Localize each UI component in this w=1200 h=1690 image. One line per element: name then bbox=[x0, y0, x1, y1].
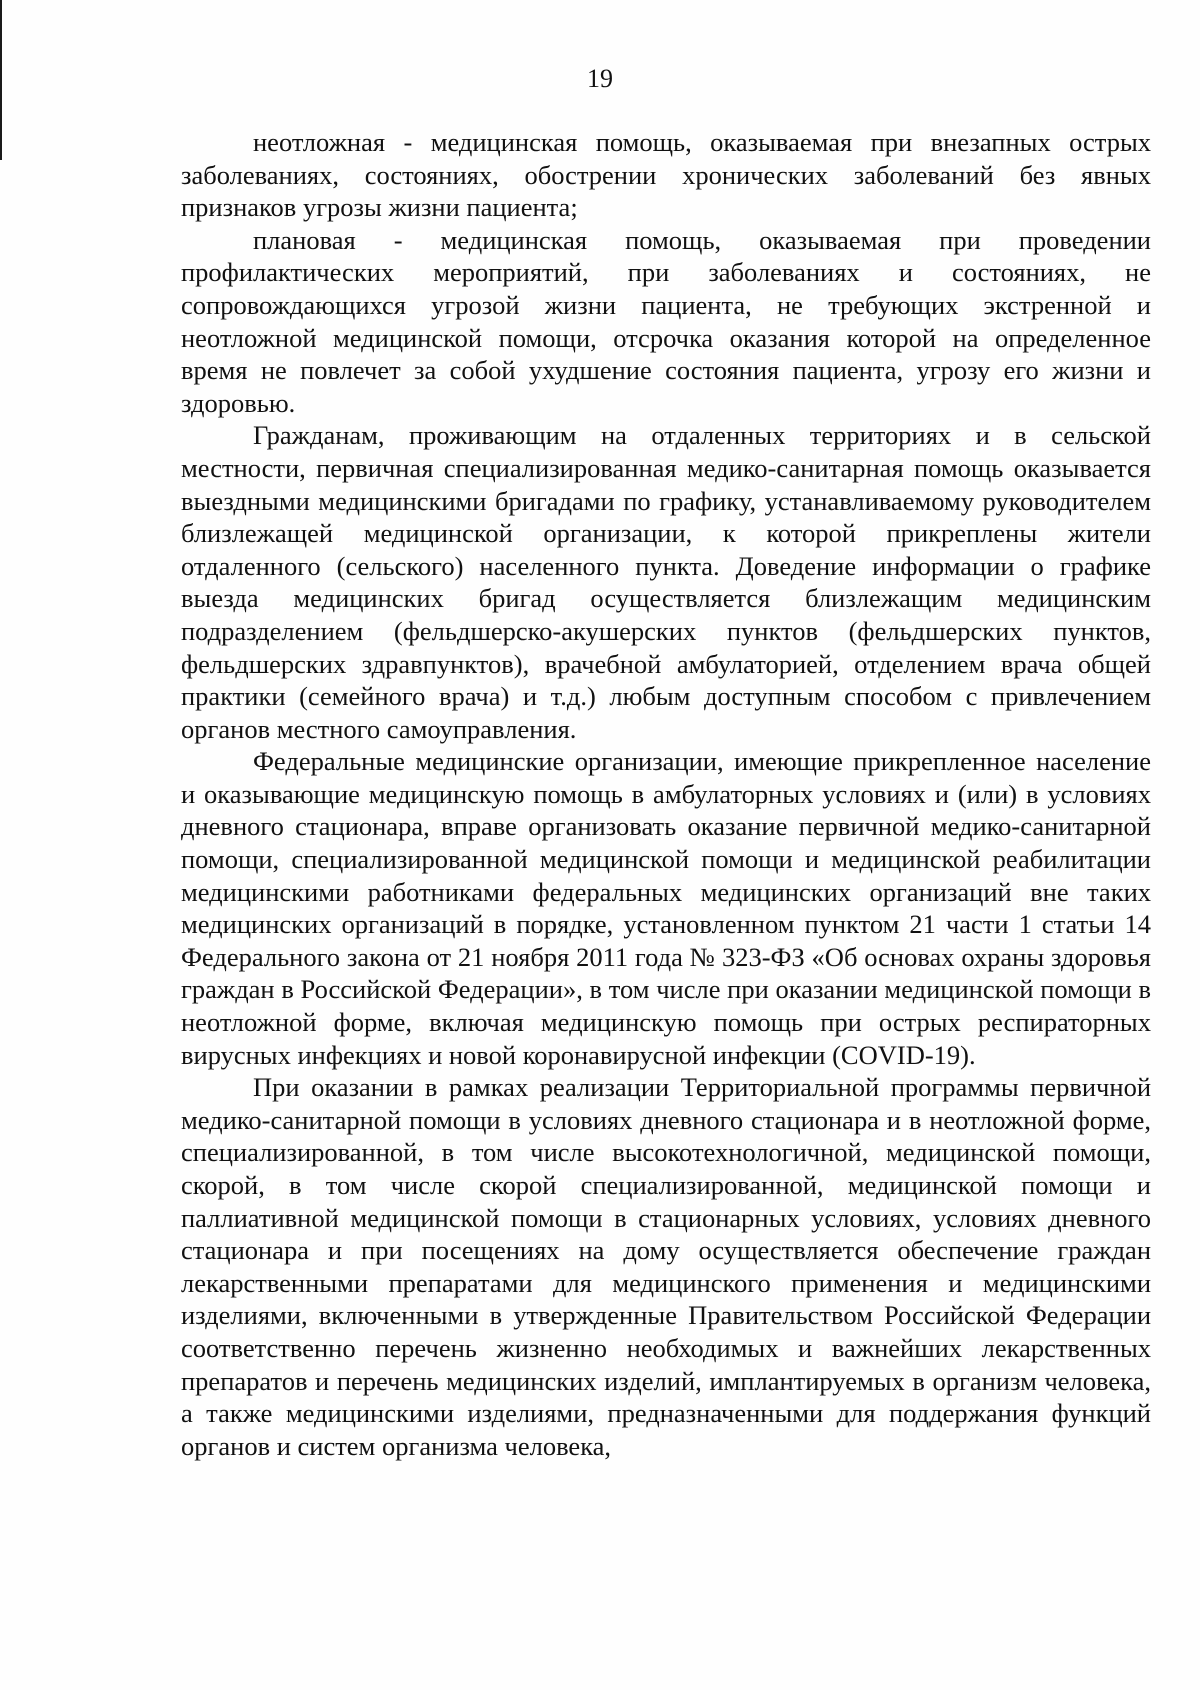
paragraph-federal-organizations: Федеральные медицинские организации, имеющие прикрепленное население и оказывающие медицинскую помощь в амбулаторных условиях и (или) в условиях дневного стационара, вправе организовать оказание первичной медико-санитарной помощи, специализированной медицинской помощи и медицинской реабилитации медицинскими работниками федеральных медицинских организаций вне таких медицинских организаций в порядке, установленном пунктом 21 части 1 статьи 14 Федерального закона от 21 ноября 2011 года № 323-ФЗ «Об основах охраны здоровья граждан в Российской Федерации», в том числе при оказании медицинской помощи в неотложной форме, включая медицинскую помощь при острых респираторных вирусных инфекциях и новой коронавирусной инфекции (COVID-19). bbox=[181, 746, 1151, 1070]
page-number: 19 bbox=[587, 64, 613, 93]
paragraph-urgent-care: неотложная - медицинская помощь, оказываемая при внезапных острых заболеваниях, состояниях, обострении хронических заболеваний без явных признаков угрозы жизни пациента; bbox=[181, 127, 1151, 223]
paragraph-remote-territories: Гражданам, проживающим на отдаленных территориях и в сельской местности, первичная специализированная медико-санитарная помощь оказывается выездными медицинскими бригадами по графику, устанавливаемому руководителем близлежащей медицинской организации, к которой прикреплены жители отдаленного (сельского) населенного пункта. Доведение информации о графике выезда медицинских бригад осуществляется близлежащим медицинским подразделением (фельдшерско-акушерских пунктов (фельдшерских пунктов, фельдшерских здравпунктов), врачебной амбулаторией, отделением врача общей практики (семейного врача) и т.д.) любым доступным способом с привлечением органов местного самоуправления. bbox=[181, 420, 1151, 744]
body-text bbox=[181, 126, 1151, 1462]
paragraph-drug-provision: При оказании в рамках реализации Территориальной программы первичной медико-санитарной помощи в условиях дневного стационара и в неотложной форме, специализированной, в том числе высокотехнологичной, медицинской помощи, скорой, в том числе скорой специализированной, медицинской помощи и паллиативной медицинской помощи в стационарных условиях, условиях дневного стационара и при посещениях на дому осуществляется обеспечение граждан лекарственными препаратами для медицинского применения и медицинскими изделиями, включенными в утвержденные Правительством Российской Федерации соответственно перечень жизненно необходимых и важнейших лекарственных препаратов и перечень медицинских изделий, имплантируемых в организм человека, а также медицинскими изделиями, предназначенными для поддержания функций органов и систем организма человека, bbox=[181, 1072, 1151, 1461]
paragraph-planned-care: плановая - медицинская помощь, оказываемая при проведении профилактических мероприятий, при заболеваниях и состояниях, не сопровождающихся угрозой жизни пациента, не требующих экстренной и неотложной медицинской помощи, отсрочка оказания которой на определенное время не повлечет за собой ухудшение состояния пациента, угрозу его жизни и здоровью. bbox=[181, 224, 1151, 418]
